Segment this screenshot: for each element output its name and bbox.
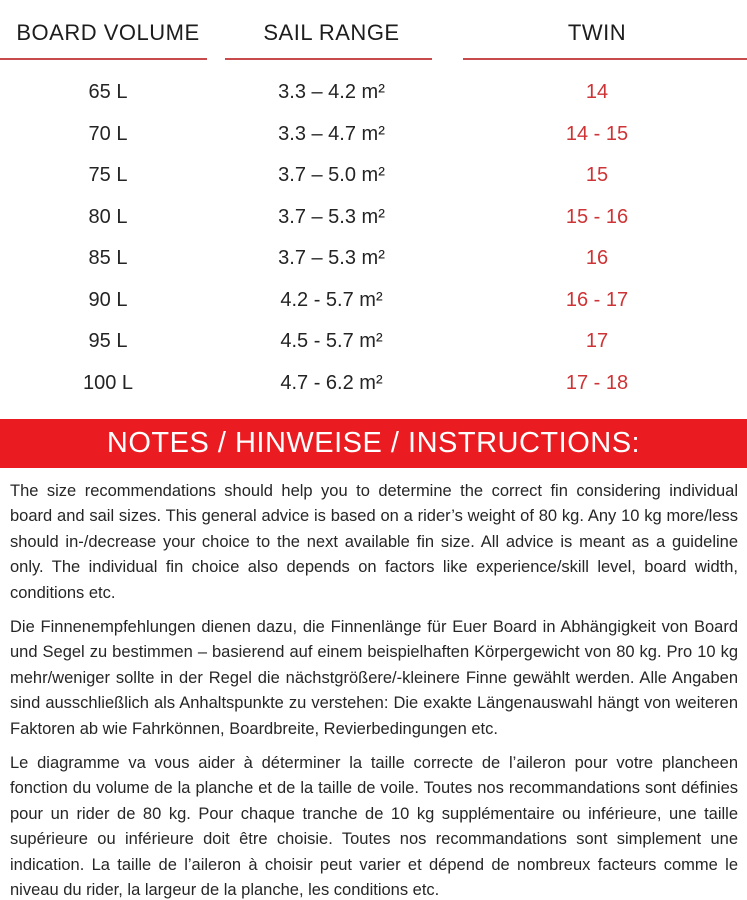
twin-cell: 17 (585, 330, 609, 353)
twin-underline (463, 58, 747, 60)
sail-range-cell: 4.2 - 5.7 m² (280, 288, 383, 311)
table-row (0, 363, 747, 405)
notes-paragraph-french: Le diagramme va vous aider à déterminer la taille correcte de l’aileron pour votre plancheen fonction du volume de la planche et de la taille de voile. Toutes nos recommandations sont définies pour un rider de 80 kg. Pour chaque tranche de 10 kg supplémentaire ou inférieure, une taille supérieure ou inférieure doit être choisie. Toutes nos recommandations sont simplement une indication. La taille de l’aileron à choisir peut varier et dépend de nombreux facteurs comme le niveau du rider, la largeur de la planche, les conditions etc. (10, 754, 738, 900)
notes-paragraph-german: Die Finnenempfehlungen dienen dazu, die Finnenlänge für Euer Board in Abhängigkeit von Board und Segel zu bestimmen – basierend auf einem beispielhaften Körpergewicht von 80 kg. Pro 10 kg mehr/weniger sollte in der Regel die nächstgrößere/-kleinere Finne gewählt werden. Alle Angaben sind ausschließlich als Anhaltspunkte zu verstehen: Die exakte Längenauswahl hängt von weiteren Faktoren ab wie Fahrkönnen, Boardbreite, Revierbedingungen etc. (10, 618, 738, 738)
twin-cell: 16 - 17 (565, 288, 629, 311)
volume-cell: 100 L (82, 371, 134, 394)
table-body (0, 60, 747, 404)
board-volume-header: BOARD VOLUME (16, 20, 200, 45)
volume-cell: 95 L (88, 330, 128, 353)
volume-cell: 80 L (88, 205, 128, 228)
twin-cell: 15 - 16 (565, 205, 629, 228)
table-row (0, 114, 747, 156)
sail-range-cell: 3.3 – 4.7 m² (278, 122, 385, 145)
sail-range-cell: 3.7 – 5.3 m² (278, 247, 385, 270)
sail-range-cell: 4.5 - 5.7 m² (280, 330, 383, 353)
volume-cell: 75 L (88, 164, 128, 187)
fin-size-table (0, 0, 747, 404)
board-volume-underline (0, 58, 207, 60)
notes-paragraph-english: The size recommendations should help you to determine the correct fin considering individual board and sail sizes. This general advice is based on a rider’s weight of 80 kg. Any 10 kg more/less should in-/decrease your choice to the next available fin size. All advice is meant as a guideline only. The individual fin choice also depends on factors like experience/skill level, board width, conditions etc. (10, 482, 738, 602)
volume-cell: 85 L (88, 247, 128, 270)
sail-range-header: SAIL RANGE (263, 20, 400, 45)
twin-cell: 15 (585, 164, 609, 187)
twin-cell: 16 (585, 247, 609, 270)
volume-cell: 65 L (88, 81, 128, 104)
notes-banner-title: NOTES / HINWEISE / INSTRUCTIONS: (106, 427, 641, 459)
sail-range-cell: 3.7 – 5.3 m² (278, 205, 385, 228)
twin-cell: 17 - 18 (565, 371, 629, 394)
header-underline-row (0, 58, 747, 60)
table-row (0, 238, 747, 280)
table-row (0, 197, 747, 239)
table-header-row (0, 0, 747, 58)
table-row (0, 72, 747, 114)
volume-cell: 90 L (88, 288, 128, 311)
table-row (0, 155, 747, 197)
notes-section (0, 468, 747, 900)
sail-range-underline (225, 58, 432, 60)
sail-range-cell: 3.3 – 4.2 m² (278, 81, 385, 104)
twin-cell: 14 - 15 (565, 122, 629, 145)
table-row (0, 321, 747, 363)
sail-range-cell: 3.7 – 5.0 m² (278, 164, 385, 187)
table-row (0, 280, 747, 322)
twin-header: TWIN (567, 20, 627, 45)
volume-cell: 70 L (88, 122, 128, 145)
notes-banner (0, 419, 747, 468)
twin-cell: 14 (585, 81, 609, 104)
sail-range-cell: 4.7 - 6.2 m² (280, 371, 383, 394)
